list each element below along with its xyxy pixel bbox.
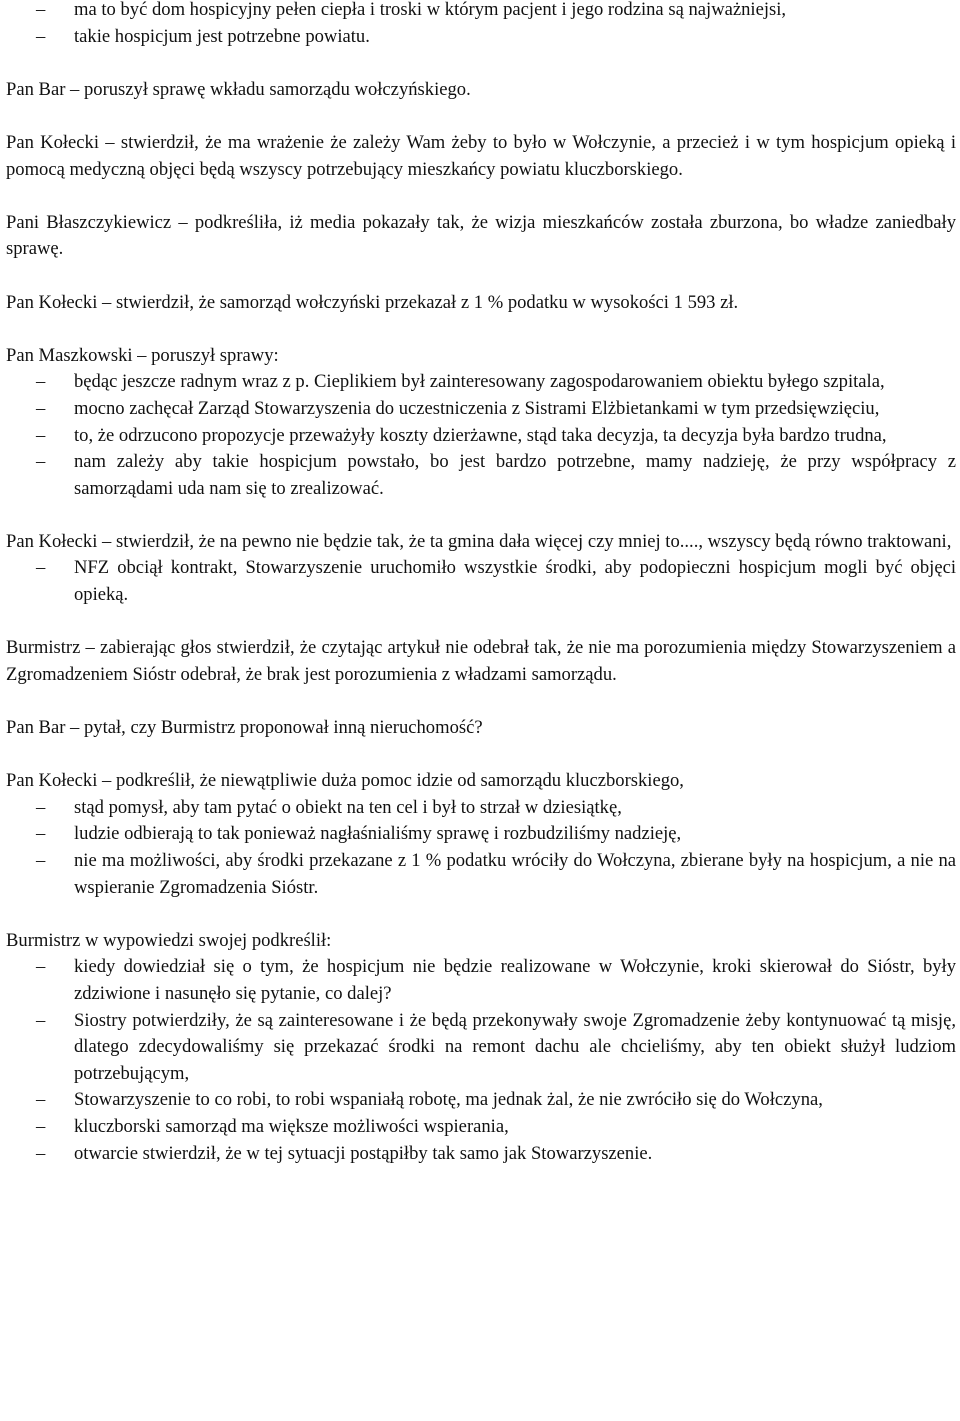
paragraph: Pan Kołecki – stwierdził, że na pewno nie będzie tak, że ta gmina dała więcej czy mniej to...., wszyscy będą równo traktowani, [6,530,952,552]
list-item: – to, że odrzucono propozycje przeważyły koszty dzierżawne, stąd taka decyzja, ta decyzja była bardzo trudna, [6,423,956,450]
list-item: – Stowarzyszenie to co robi, to robi wspaniałą robotę, ma jednak żal, że nie zwróciło się do Wołczyna, [6,1087,956,1114]
paragraph-block [6,343,956,503]
list-item: – NFZ obciął kontrakt, Stowarzyszenie uruchomiło wszystkie środki, aby podopieczni hospicjum mogli być objęci opieką. [6,555,956,608]
paragraph-block [6,210,956,263]
list-item: – takie hospicjum jest potrzebne powiatu. [6,24,956,51]
list-item: – nie ma możliwości, aby środki przekazane z 1 % podatku wróciły do Wołczyna, zbierane były na hospicjum, a nie na wspieranie Zgromadzenia Sióstr. [6,848,956,901]
list-item: – nam zależy aby takie hospicjum powstało, bo jest bardzo potrzebne, mamy nadzieję, że przy współpracy z samorządami uda nam się to zrealizować. [6,449,956,502]
paragraph: Burmistrz w wypowiedzi swojej podkreślił: [6,929,332,951]
list-item: – ma to być dom hospicyjny pełen ciepła i troski w którym pacjent i jego rodzina są najważniejsi, [6,0,956,24]
paragraph: Pan Kołecki – podkreślił, że niewątpliwie duża pomoc idzie od samorządu kluczborskiego, [6,770,684,792]
paragraph-block [6,715,956,742]
bullet-list [6,954,956,1167]
list-item: – kluczborski samorząd ma większe możliwości wspierania, [6,1114,956,1141]
list-item: – ludzie odbierają to tak ponieważ nagłaśnialiśmy sprawę i rozbudziliśmy nadzieję, [6,821,956,848]
bullet-list [6,795,956,901]
list-item: – Siostry potwierdziły, że są zainteresowane i że będą przekonywały swoje Zgromadzenie żeby kontynuować tą misję, dlatego zdecydowaliśmy się przekazać środki na remont dachu ale chcieliśmy, aby ten obiekt służył ludziom potrzebującym, [6,1008,956,1088]
paragraph: Pan Kołecki – stwierdził, że samorząd wołczyński przekazał z 1 % podatku w wysokości 1 593 zł. [6,291,739,313]
paragraph-block [6,768,956,901]
bullet-list [6,555,956,608]
paragraph: Pan Bar – pytał, czy Burmistrz proponował inną nieruchomość? [6,717,483,739]
paragraph: Pan Kołecki – stwierdził, że ma wrażenie że zależy Wam żeby to było w Wołczynie, a przecież i w tym hospicjum opieką i pomocą medyczną objęci będą wszyscy potrzebujący mieszkańcy powiatu kluczborskiego. [6,131,956,180]
paragraph-block [6,77,956,104]
paragraph-block [6,130,956,183]
paragraph-block [6,928,956,1167]
list-item: – kiedy dowiedział się o tym, że hospicjum nie będzie realizowane w Wołczynie, kroki skierował do Sióstr, były zdziwione i nasunęło się pytanie, co dalej? [6,954,956,1007]
bullet-list [6,0,956,50]
list-item: – stąd pomysł, aby tam pytać o obiekt na ten cel i był to strzał w dziesiątkę, [6,795,956,822]
paragraph: Pan Bar – poruszył sprawę wkładu samorządu wołczyńskiego. [6,78,471,100]
paragraph: Burmistrz – zabierając głos stwierdził, że czytając artykuł nie odebrał tak, że nie ma porozumienia między Stowarzyszeniem a Zgromadzeniem Sióstr odebrał, że brak jest porozumienia z władzami samorządu. [6,637,956,685]
paragraph-block [6,635,956,688]
paragraph: Pani Błaszczykiewicz – podkreśliła, iż media pokazały tak, że wizja mieszkańców została zburzona, bo władze zaniedbały sprawę. [6,211,956,260]
list-item: – otwarcie stwierdził, że w tej sytuacji postąpiłby tak samo jak Stowarzyszenie. [6,1141,956,1168]
list-item: – będąc jeszcze radnym wraz z p. Cieplikiem był zainteresowany zagospodarowaniem obiektu byłego szpitala, [6,369,956,396]
paragraph-block [6,0,956,50]
paragraph-block [6,290,956,317]
bullet-list [6,369,956,502]
paragraph: Pan Maszkowski – poruszył sprawy: [6,344,279,366]
list-item: – mocno zachęcał Zarząd Stowarzyszenia do uczestniczenia z Sistrami Elżbietankami w tym przedsięwzięciu, [6,396,956,423]
paragraph-block [6,529,956,609]
